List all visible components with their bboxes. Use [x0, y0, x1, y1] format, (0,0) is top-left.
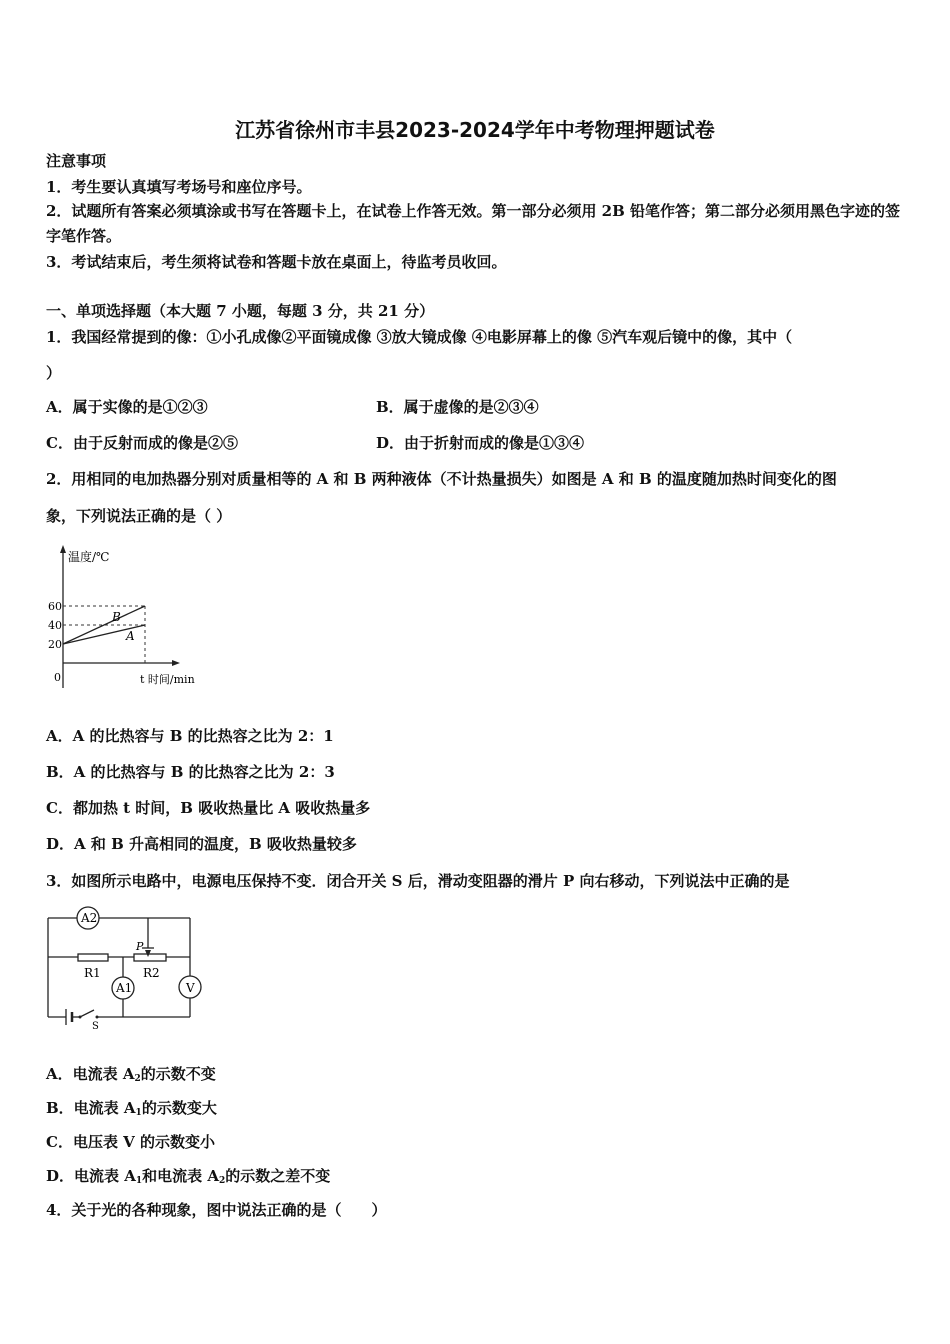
series-label-A: A [126, 629, 135, 644]
resistor-r2-label: R2 [143, 966, 160, 980]
q1-stem-end: ） [46, 364, 62, 382]
q1-option-d: D．由于折射而成的像是①③④ [376, 434, 585, 452]
q2-option-b: B．A 的比热容与 B 的比热容之比为 2：3 [46, 763, 335, 781]
switch-s-label: S [92, 1021, 99, 1032]
x-axis [63, 660, 180, 666]
y-axis [60, 545, 66, 688]
q2-option-a: A．A 的比热容与 B 的比热容之比为 2：1 [46, 727, 334, 745]
q1-option-a: A．属于实像的是①②③ [46, 398, 208, 416]
page-title: 江苏省徐州市丰县2023-2024学年中考物理押题试卷 [235, 118, 715, 142]
q4-stem: 4．关于光的各种现象，图中说法正确的是（ ） [46, 1201, 387, 1219]
section-heading: 一、单项选择题（本大题 7 小题，每题 3 分，共 21 分） [46, 302, 435, 320]
ammeter-a2-label: A2 [81, 911, 98, 925]
q1-option-b: B．属于虚像的是②③④ [376, 398, 539, 416]
q3-option-d: D．电流表 $A_1$和电流表 $A_2$的示数之差不变 [46, 1167, 331, 1186]
resistor-r1-label: R1 [84, 966, 101, 980]
q2-stem-line2: 象，下列说法正确的是（ ） [46, 507, 232, 525]
origin-label: 0 [54, 671, 61, 684]
y-tick-label-60: 60 [48, 600, 62, 613]
y-tick-label-20: 20 [48, 638, 62, 651]
q3-option-a: A．电流表 $A_2$的示数不变 [46, 1065, 216, 1084]
q3-option-c: C．电压表 V 的示数变小 [46, 1133, 216, 1151]
series-label-B: B [112, 610, 121, 625]
voltmeter-label: V [186, 981, 195, 995]
ammeter-a1-label: A1 [116, 981, 133, 995]
q1-option-c: C．由于反射而成的像是②⑤ [46, 434, 238, 452]
q2-option-c: C．都加热 t 时间，B 吸收热量比 A 吸收热量多 [46, 799, 371, 817]
y-tick-label-40: 40 [48, 619, 62, 632]
x-axis-label: t 时间/min [140, 673, 195, 686]
circuit-diagram [40, 900, 220, 1035]
notice-item-3: 3．考试结束后，考生须将试卷和答题卡放在桌面上，待监考员收回。 [46, 253, 507, 271]
q3-option-b: B．电流表 $A_1$的示数变大 [46, 1099, 217, 1118]
notice-item-1: 1．考生要认真填写考场号和座位序号。 [46, 178, 312, 196]
temperature-time-graph [40, 540, 240, 700]
q2-option-d: D．A 和 B 升高相同的温度，B 吸收热量较多 [46, 835, 357, 853]
q2-stem-line1: 2．用相同的电加热器分别对质量相等的 A 和 B 两种液体（不计热量损失）如图是 A 和 B 的温度随加热时间变化的图 [46, 470, 837, 488]
notice-heading: 注意事项 [46, 152, 107, 170]
notice-item-2: 2．试题所有答案必须填涂或书写在答题卡上，在试卷上作答无效。第一部分必须用 2B 铅笔作答；第二部分必须用黑色字迹的签字笔作答。 [46, 202, 901, 245]
slider-p-label: P [136, 940, 144, 953]
y-axis-label: 温度/℃ [68, 550, 110, 564]
q1-stem: 1．我国经常提到的像：①小孔成像②平面镜成像 ③放大镜成像 ④电影屏幕上的像 ⑤汽车观后镜中的像，其中（ [46, 328, 793, 346]
q3-stem: 3．如图所示电路中，电源电压保持不变．闭合开关 S 后，滑动变阻器的滑片 P 向右移动，下列说法中正确的是 [46, 872, 790, 890]
